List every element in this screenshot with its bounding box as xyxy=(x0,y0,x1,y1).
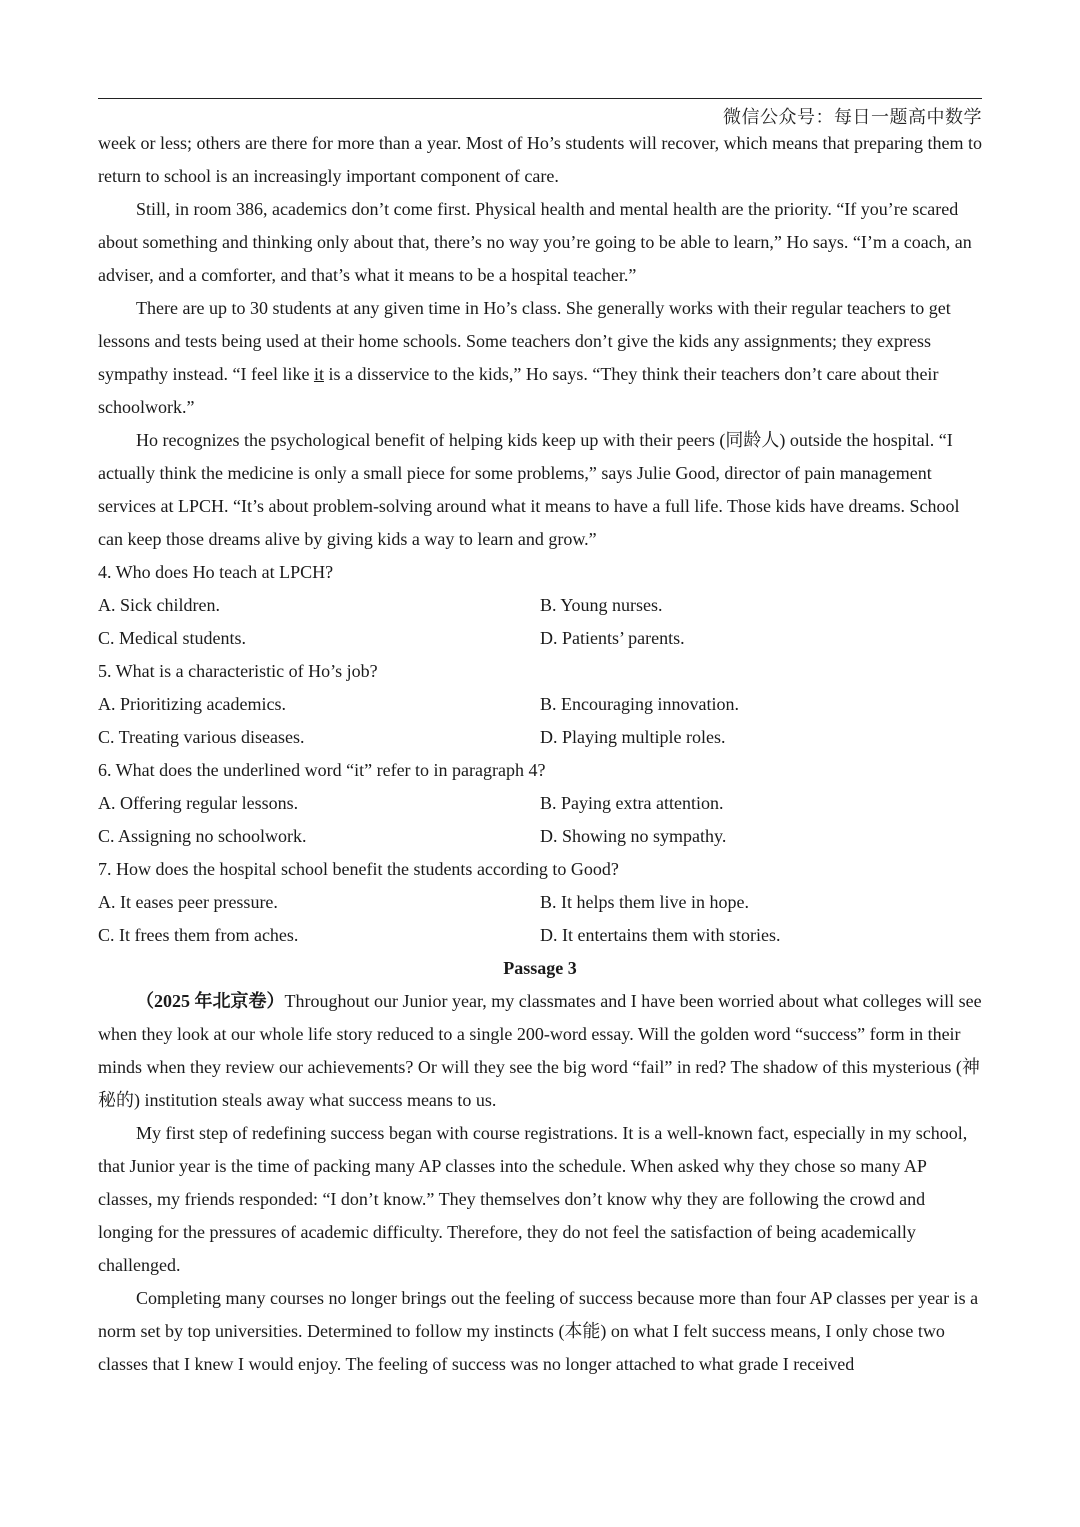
option-5a: A. Prioritizing academics. xyxy=(98,694,286,714)
option-4b: B. Young nurses. xyxy=(540,595,663,615)
paragraph-junior-year xyxy=(98,985,982,1117)
paragraph-ho-class-part1: There are up to 30 students at any given time in Ho’s class. She generally works with their regular teachers to get lessons and tests being used at their home schools. Some teachers don’t give the kids any assignments; they express sympathy instead. “I feel like xyxy=(98,298,951,384)
option-7b: B. It helps them live in hope. xyxy=(540,892,749,912)
paragraph-junior-year-text: Throughout our Junior year, my classmates and I have been worried about what colleges will see when they look at our whole life story reduced to a single 200-word essay. Will the golden word “success” form in their minds when they review our achievements? Or will they see the big word “fail” in red? The shadow of this mysterious (神秘的) institution steals away what success means to us. xyxy=(98,991,982,1110)
option-7c: C. It frees them from aches. xyxy=(98,925,299,945)
question-5-options-row1 xyxy=(98,688,982,721)
paragraph-continued: week or less; others are there for more than a year. Most of Ho’s students will recover, which means that preparing them to return to school is an increasingly important component of care. xyxy=(98,133,983,186)
passage-3-title: Passage 3 xyxy=(503,958,577,978)
source-tag: （2025 年北京卷） xyxy=(136,991,285,1011)
underlined-word-it: it xyxy=(313,364,324,384)
option-4d: D. Patients’ parents. xyxy=(540,628,685,648)
option-7a: A. It eases peer pressure. xyxy=(98,892,278,912)
question-5-stem: 5. What is a characteristic of Ho’s job? xyxy=(98,661,378,681)
question-6-stem: 6. What does the underlined word “it” refer to in paragraph 4? xyxy=(98,760,546,780)
option-6a: A. Offering regular lessons. xyxy=(98,793,299,813)
option-6d: D. Showing no sympathy. xyxy=(540,826,727,846)
option-5c: C. Treating various diseases. xyxy=(98,727,305,747)
header-rule xyxy=(98,98,982,99)
paragraph-room-386: Still, in room 386, academics don’t come first. Physical health and mental health are the priority. “If you’re scared about something and thinking only about that, there’s no way you’re going to be able to learn,” Ho says. “I’m a coach, an adviser, and a comforter, and that’s what it means to be a hospital teacher.” xyxy=(98,199,972,285)
question-4-options-row1 xyxy=(98,589,982,622)
header-watermark: 微信公众号：每日一题高中数学 xyxy=(723,107,982,128)
question-7-options-row2 xyxy=(98,919,982,952)
paragraph-psych-benefit: Ho recognizes the psychological benefit of helping kids keep up with their peers (同龄人) outside the hospital. “I actually think the medicine is only a small piece for some problems,” says Julie Good, director of pain management services at LPCH. “It’s about problem-solving around what it means to have a full life. Those kids have dreams. School can keep those dreams alive by giving kids a way to learn and grow.” xyxy=(98,430,960,549)
question-6-options-row1 xyxy=(98,787,982,820)
question-7-options-row1 xyxy=(98,886,982,919)
question-7-stem: 7. How does the hospital school benefit the students according to Good? xyxy=(98,859,619,879)
question-5-options-row2 xyxy=(98,721,982,754)
option-4a: A. Sick children. xyxy=(98,595,220,615)
option-4c: C. Medical students. xyxy=(98,628,246,648)
option-7d: D. It entertains them with stories. xyxy=(540,925,781,945)
option-5b: B. Encouraging innovation. xyxy=(540,694,739,714)
option-6c: C. Assigning no schoolwork. xyxy=(98,826,307,846)
paragraph-redefining-success: My first step of redefining success began with course registrations. It is a well-known fact, especially in my school, that Junior year is the time of packing many AP classes into the schedule. When asked why they chose so many AP classes, my friends responded: “I don’t know.” They themselves don’t know why they are following the crowd and longing for the pressures of academic difficulty. Therefore, they do not feel the satisfaction of being academically challenged. xyxy=(98,1123,968,1275)
question-6-options-row2 xyxy=(98,820,982,853)
paragraph-ho-class xyxy=(98,292,982,424)
option-6b: B. Paying extra attention. xyxy=(540,793,724,813)
question-4-options-row2 xyxy=(98,622,982,655)
document-body xyxy=(98,127,982,1381)
paragraph-completing-courses: Completing many courses no longer brings out the feeling of success because more than four AP classes per year is a norm set by top universities. Determined to follow my instincts (本能) on what I felt success means, I only chose two classes that I knew I would enjoy. The feeling of success was no longer attached to what grade I received xyxy=(98,1288,979,1374)
option-5d: D. Playing multiple roles. xyxy=(540,727,726,747)
question-4-stem: 4. Who does Ho teach at LPCH? xyxy=(98,562,334,582)
paragraph-ho-class-part2: is a disservice to the kids,” Ho says. “They think their teachers don’t care about their schoolwork.” xyxy=(98,364,939,417)
